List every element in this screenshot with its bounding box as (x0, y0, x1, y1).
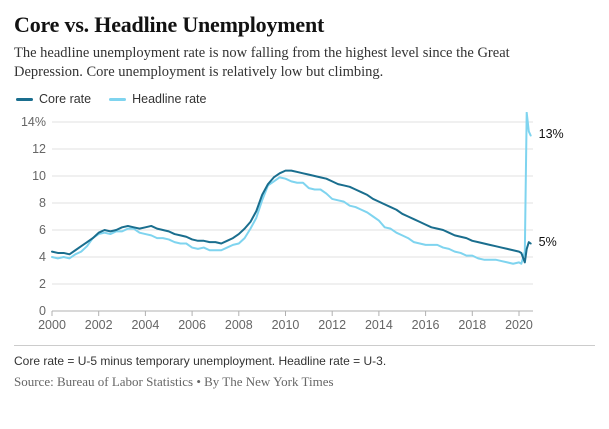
chart-footnote: Core rate = U-5 minus temporary unemployment. Headline rate = U-3. (14, 345, 595, 369)
legend-item-headline (109, 92, 206, 106)
chart-source: Source: Bureau of Labor Statistics • By The New York Times (14, 374, 334, 389)
y-tick-label: 8 (39, 196, 46, 210)
x-tick-label: 2006 (178, 318, 207, 332)
y-tick-label: 0 (39, 304, 46, 318)
chart-subtitle: The headline unemployment rate is now falling from the highest level since the Great Depression. Core unemployment is relatively low but climbing. (14, 45, 510, 80)
annotation-headline-13: 13% (538, 126, 564, 141)
y-tick-label: 2 (39, 277, 46, 291)
y-tick-label: 14% (20, 115, 46, 129)
y-tick-label: 6 (39, 223, 46, 237)
chart-legend (16, 90, 595, 108)
y-tick-label: 10 (32, 169, 46, 183)
page-title: Core vs. Headline Unemployment (14, 12, 325, 37)
legend-swatch-headline (109, 98, 126, 101)
legend-label-core: Core rate (39, 92, 92, 106)
line-chart (14, 112, 595, 337)
series-line-core-rate (52, 171, 531, 263)
x-tick-label: 2012 (318, 318, 347, 332)
x-tick-label: 2002 (84, 318, 113, 332)
chart-area (14, 112, 595, 337)
x-tick-label: 2014 (364, 318, 393, 332)
series-line-headline-rate (52, 113, 531, 264)
y-tick-label: 12 (32, 142, 46, 156)
x-tick-label: 2018 (458, 318, 487, 332)
legend-label-headline: Headline rate (132, 92, 207, 106)
annotation-core-5: 5% (538, 234, 557, 249)
x-tick-label: 2020 (505, 318, 533, 332)
legend-item-core (16, 92, 91, 106)
x-tick-label: 2016 (411, 318, 440, 332)
x-tick-label: 2000 (38, 318, 66, 332)
y-tick-label: 4 (39, 250, 46, 264)
x-tick-label: 2010 (271, 318, 300, 332)
x-tick-label: 2008 (224, 318, 253, 332)
legend-swatch-core (16, 98, 33, 101)
x-tick-label: 2004 (131, 318, 160, 332)
